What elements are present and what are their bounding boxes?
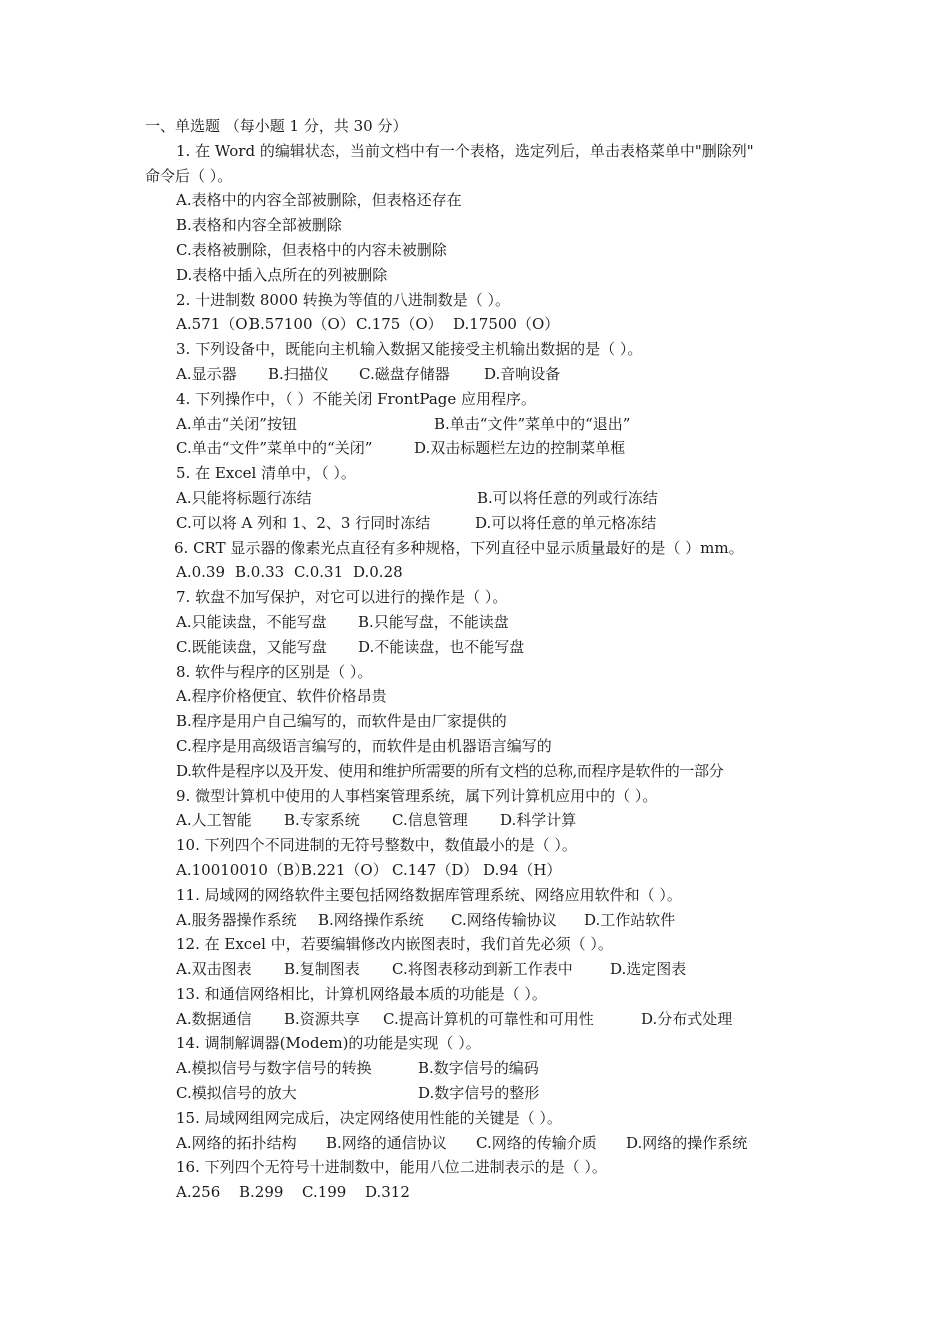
question-3-stem: 3. 下列设备中，既能向主机输入数据又能接受主机输出数据的是（ ）。 — [176, 340, 643, 359]
question-14-option-a: A.模拟信号与数字信号的转换 — [176, 1059, 372, 1078]
question-16-options — [145, 1180, 825, 1205]
question-8-option-b: B.程序是用户自己编写的，而软件是由厂家提供的 — [176, 712, 507, 731]
question-16-option-a: A.256 — [176, 1183, 221, 1202]
question-3-option-c: C.磁盘存储器 — [359, 364, 450, 383]
question-14-option-d: D.数字信号的整形 — [418, 1084, 540, 1103]
question-1-option-c: C.表格被删除，但表格中的内容未被删除 — [176, 240, 447, 259]
question-6-option-a: A.0.39 — [176, 563, 225, 582]
question-11-option-d: D.工作站软件 — [584, 910, 676, 929]
question-14-options-row-1 — [145, 1056, 825, 1081]
question-10-option-c: C.147（D） — [392, 860, 479, 879]
question-8-option-a: A.程序价格便宜、软件价格昂贵 — [176, 687, 387, 706]
question-14-options-row-2 — [145, 1081, 825, 1106]
question-15-option-d: D.网络的操作系统 — [626, 1133, 748, 1152]
section-title: 一、单选题 （每小题 1 分，共 30 分） — [145, 117, 408, 135]
question-2-stem: 2. 十进制数 8000 转换为等值的八进制数是（ ）。 — [176, 290, 511, 309]
question-9-option-b: B.专家系统 — [284, 811, 360, 830]
question-14-option-b: B.数字信号的编码 — [418, 1059, 539, 1078]
question-4-option-d: D.双击标题栏左边的控制菜单框 — [414, 439, 626, 458]
question-12-option-a: A.双击图表 — [176, 960, 252, 979]
question-13-option-c: C.提高计算机的可靠性和可用性 — [383, 1009, 594, 1028]
question-9-option-c: C.信息管理 — [392, 811, 468, 830]
question-7-stem: 7. 软盘不加写保护，对它可以进行的操作是（ ）。 — [176, 588, 508, 607]
question-4-options-row-1 — [145, 412, 825, 437]
question-12-option-c: C.将图表移动到新工作表中 — [392, 960, 573, 979]
question-13-option-a: A.数据通信 — [176, 1009, 252, 1028]
question-13-options — [145, 1007, 825, 1032]
question-16-option-c: C.199 — [302, 1183, 347, 1202]
question-15-options — [145, 1131, 825, 1156]
question-16-option-b: B.299 — [239, 1183, 284, 1202]
question-6-stem: 6. CRT 显示器的像素光点直径有多种规格，下列直径中显示质量最好的是（ ）mm。 — [174, 538, 744, 557]
question-11-options — [145, 908, 825, 933]
question-6-options — [145, 560, 825, 585]
question-6-option-d: D.0.28 — [353, 563, 403, 582]
question-5-options-row-1 — [145, 486, 825, 511]
question-12-options — [145, 957, 825, 982]
question-2-option-d: D.17500（O） — [453, 315, 560, 334]
question-5-option-a: A.只能将标题行冻结 — [176, 488, 312, 507]
question-11-option-b: B.网络操作系统 — [318, 910, 424, 929]
question-11-stem: 11. 局域网的网络软件主要包括网络数据库管理系统、网络应用软件和（ ）。 — [176, 885, 682, 904]
question-13-option-d: D.分布式处理 — [641, 1009, 733, 1028]
question-15-option-a: A.网络的拓扑结构 — [176, 1133, 297, 1152]
question-16-stem: 16. 下列四个无符号十进制数中，能用八位二进制表示的是（ ）。 — [176, 1158, 607, 1177]
question-3-option-a: A.显示器 — [176, 364, 237, 383]
question-6-option-b: B.0.33 — [235, 563, 285, 582]
question-8-option-d: D.软件是程序以及开发、使用和维护所需要的所有文档的总称,而程序是软件的一部分 — [176, 761, 724, 780]
question-9-stem: 9. 微型计算机中使用的人事档案管理系统，属下列计算机应用中的（ ）。 — [176, 786, 658, 805]
question-11-option-c: C.网络传输协议 — [451, 910, 557, 929]
question-4-option-b: B.单击“文件”菜单中的“退出” — [434, 414, 631, 433]
question-16-option-d: D.312 — [365, 1183, 410, 1202]
question-6-option-c: C.0.31 — [294, 563, 344, 582]
question-4-option-a: A.单击“关闭”按钮 — [176, 414, 297, 433]
question-7-option-d: D.不能读盘，也不能写盘 — [358, 637, 525, 656]
question-9-option-a: A.人工智能 — [176, 811, 252, 830]
question-14-stem: 14. 调制解调器(Modem)的功能是实现（ ）。 — [176, 1034, 481, 1053]
question-10-option-a: A.10010010（B） — [176, 860, 309, 879]
question-1-option-b: B.表格和内容全部被删除 — [176, 216, 342, 235]
question-5-options-row-2 — [145, 511, 825, 536]
question-13-option-b: B.资源共享 — [284, 1009, 360, 1028]
question-1-stem-line-2: 命令后（ ）。 — [145, 166, 233, 185]
question-7-option-a: A.只能读盘，不能写盘 — [176, 612, 327, 631]
question-1-stem-line-1: 1. 在 Word 的编辑状态，当前文档中有一个表格，选定列后，单击表格菜单中"删除列" — [176, 141, 754, 160]
question-5-option-b: B.可以将任意的列或行冻结 — [477, 488, 658, 507]
question-2-option-c: C.175（O） — [356, 315, 443, 334]
question-11-option-a: A.服务器操作系统 — [176, 910, 297, 929]
question-9-options — [145, 808, 825, 833]
question-1-option-d: D.表格中插入点所在的列被删除 — [176, 265, 388, 284]
question-2-options — [145, 312, 825, 337]
question-4-option-c: C.单击“文件”菜单中的“关闭” — [176, 439, 373, 458]
question-4-options-row-2 — [145, 436, 825, 461]
question-7-options-row-1 — [145, 610, 825, 635]
question-3-option-d: D.音响设备 — [484, 364, 561, 383]
question-8-option-c: C.程序是用高级语言编写的，而软件是由机器语言编写的 — [176, 736, 552, 755]
question-15-option-c: C.网络的传输介质 — [476, 1133, 597, 1152]
question-3-options — [145, 362, 825, 387]
question-13-stem: 13. 和通信网络相比，计算机网络最本质的功能是（ ）。 — [176, 984, 547, 1003]
question-10-option-b: B.221（O） — [301, 860, 388, 879]
exam-page — [145, 114, 825, 1205]
question-5-option-d: D.可以将任意的单元格冻结 — [475, 513, 657, 532]
question-10-stem: 10. 下列四个不同进制的无符号整数中，数值最小的是（ ）。 — [176, 836, 577, 855]
question-1-option-a: A.表格中的内容全部被删除，但表格还存在 — [176, 191, 462, 210]
question-8-stem: 8. 软件与程序的区别是（ ）。 — [176, 662, 373, 681]
question-12-stem: 12. 在 Excel 中，若要编辑修改内嵌图表时，我们首先必须（ ）。 — [176, 935, 613, 954]
question-2-option-b: B.57100（O） — [249, 315, 355, 334]
question-10-options — [145, 858, 825, 883]
question-2-option-a: A.571（O） — [176, 315, 263, 334]
question-4-stem: 4. 下列操作中，（ ）不能关闭 FrontPage 应用程序。 — [176, 389, 537, 408]
question-5-stem: 5. 在 Excel 清单中，（ ）。 — [176, 464, 356, 483]
question-14-option-c: C.模拟信号的放大 — [176, 1084, 297, 1103]
question-3-option-b: B.扫描仪 — [268, 364, 329, 383]
question-15-stem: 15. 局域网组网完成后，决定网络使用性能的关键是（ ）。 — [176, 1108, 562, 1127]
question-7-option-c: C.既能读盘，又能写盘 — [176, 637, 327, 656]
question-15-option-b: B.网络的通信协议 — [326, 1133, 447, 1152]
question-7-option-b: B.只能写盘，不能读盘 — [358, 612, 509, 631]
question-12-option-d: D.选定图表 — [610, 960, 687, 979]
question-12-option-b: B.复制图表 — [284, 960, 360, 979]
question-5-option-c: C.可以将 A 列和 1、2、3 行同时冻结 — [176, 513, 431, 532]
question-7-options-row-2 — [145, 635, 825, 660]
question-10-option-d: D.94（H） — [483, 860, 562, 879]
question-9-option-d: D.科学计算 — [500, 811, 577, 830]
